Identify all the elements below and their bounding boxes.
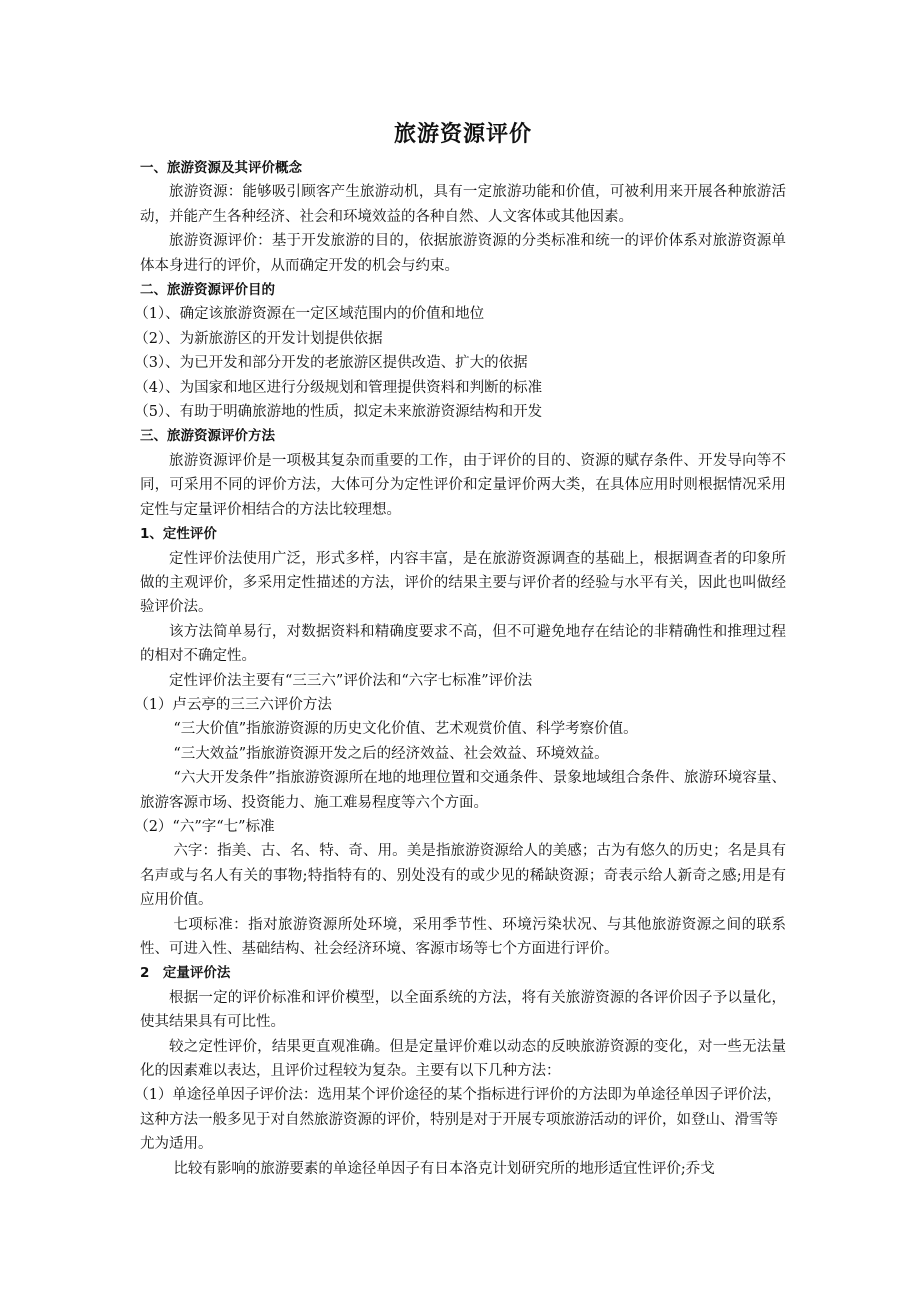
paragraph: 旅游资源评价：基于开发旅游的目的，依据旅游资源的分类标准和统一的评价体系对旅游资源单体本身进行的评价，从而确定开发的机会与约束。 [140,233,786,274]
list-item: （3）、为已开发和部分开发的老旅游区提供改造、扩大的依据 [134,355,528,372]
paragraph: 较之定性评价，结果更直观准确。但是定量评价难以动态的反映旅游资源的变化，对一些无法量化的因素难以表达，且评价过程较为复杂。主要有以下几种方法： [140,1038,786,1080]
paragraph: 六字：指美、古、名、特、奇、用。美是指旅游资源给人的美感；古为有悠久的历史；名是具有名声或与名人有关的事物;特指特有的、别处没有的或少见的稀缺资源；奇表示给人新奇之感;用是有应用价值。 [140,843,786,909]
paragraph: 旅游资源：能够吸引顾客产生旅游动机，具有一定旅游功能和价值，可被利用来开展各种旅游活动，并能产生各种经济、社会和环境效益的各种自然、人文客体或其他因素。 [140,184,786,225]
section-heading-concept: 一、旅游资源及其评价概念 [140,160,302,176]
list-item: （1）卢云亭的三三六评价方法 [134,696,332,713]
section-heading-purpose: 二、旅游资源评价目的 [140,282,275,299]
paragraph: 七项标准：指对旅游资源所处环境，采用季节性、环境污染状况、与其他旅游资源之间的联系性、可进入性、基础结构、社会经济环境、客源市场等七个方面进行评价。 [140,916,786,957]
paragraph: 定性评价法主要有“三三六”评价法和“六字七标准”评价法 [169,672,533,689]
subsection-heading-quantitative: 2 定量评价法 [140,965,231,982]
list-item: （2）、为新旅游区的开发计划提供依据 [134,330,383,347]
paragraph: 旅游资源评价是一项极其复杂而重要的工作，由于评价的目的、资源的赋存条件、开发导向等不同，可采用不同的评价方法，大体可分为定性评价和定量评价两大类，在具体应用时则根据情况采用定性与定量评价相结合的方法比较理想。 [140,452,786,518]
list-item: （2）“六”字“七”标准 [134,818,275,835]
paragraph: “六大开发条件”指旅游资源所在地的地理位置和交通条件、景象地域组合条件、旅游环境容量、旅游客源市场、投资能力、施工难易程度等六个方面。 [140,770,786,811]
paragraph: 根据一定的评价标准和评价模型，以全面系统的方法，将有关旅游资源的各评价因子予以量化，使其结果具有可比性。 [140,989,786,1031]
paragraph: 比较有影响的旅游要素的单途径单因子有日本洛克计划研究所的地形适宜性评价;乔戈 [173,1160,715,1177]
subsection-heading-qualitative: 1、定性评价 [140,526,217,543]
paragraph: “三大效益”指旅游资源开发之后的经济效益、社会效益、环境效益。 [173,745,609,762]
list-item: （1）、确定该旅游资源在一定区域范围内的价值和地位 [134,306,485,323]
paragraph: 定性评价法使用广泛，形式多样，内容丰富，是在旅游资源调查的基础上，根据调查者的印象所做的主观评价，多采用定性描述的方法，评价的结果主要与评价者的经验与水平有关，因此也叫做经验评价法。 [140,550,786,616]
list-item: （4）、为国家和地区进行分级规划和管理提供资料和判断的标准 [134,379,543,396]
list-item: （5）、有助于明确旅游地的性质，拟定未来旅游资源结构和开发 [134,404,543,421]
page-title: 旅游资源评价 [393,121,532,147]
paragraph: 该方法简单易行，对数据资料和精确度要求不高，但不可避免地存在结论的非精确性和推理过程的相对不确定性。 [140,623,786,665]
section-heading-methods: 三、旅游资源评价方法 [140,428,275,445]
paragraph: “三大价值”指旅游资源的历史文化价值、艺术观赏价值、科学考察价值。 [173,721,638,738]
list-item: （1）单途径单因子评价法：选用某个评价途径的某个指标进行评价的方法即为单途径单因子评价法，这种方法一般多见于对自然旅游资源的评价，特别是对于开展专项旅游活动的评价，如登山、滑雪等尤为适用。 [134,1087,782,1153]
